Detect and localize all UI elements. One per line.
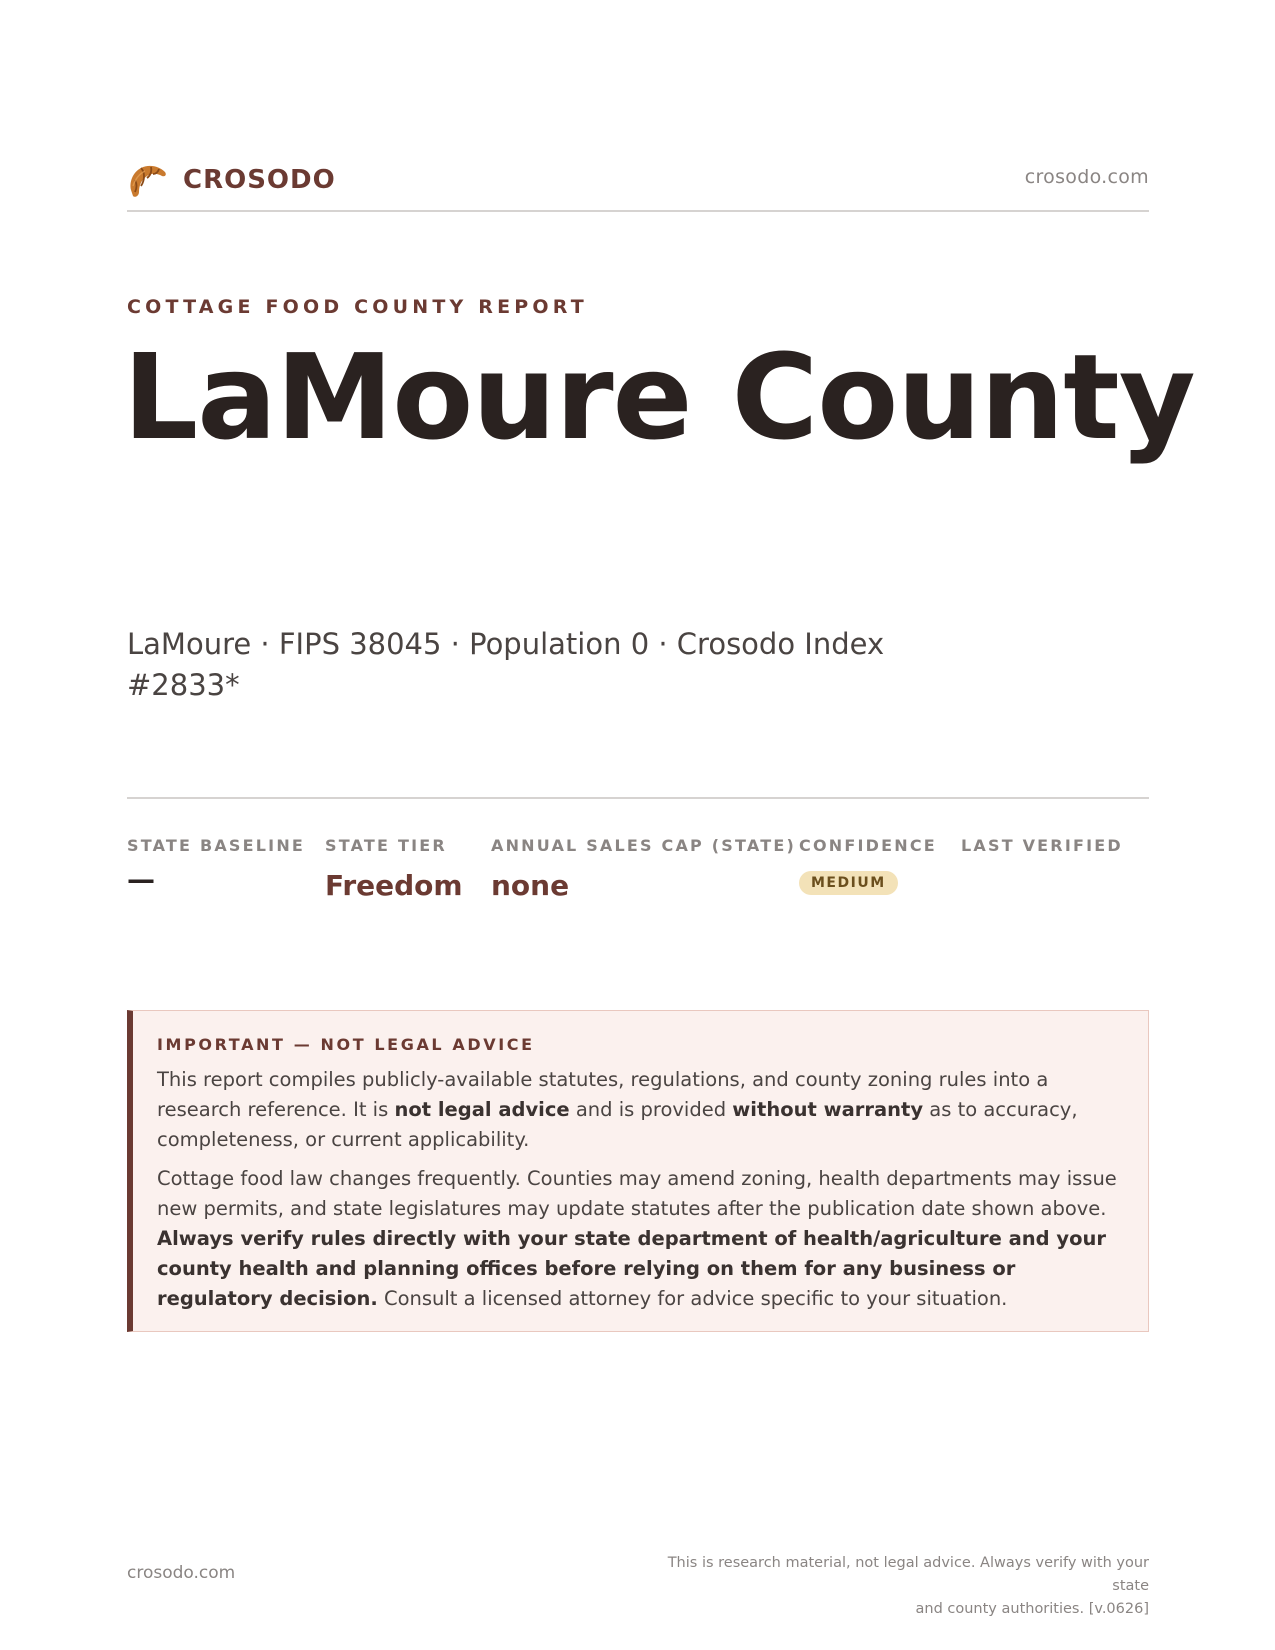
legal-notice [127,1010,1149,1332]
brand-name: CROSODO [183,165,336,195]
report-subtitle: LaMoure · FIPS 38045 · Population 0 · Crosodo Index #2833* [127,627,885,702]
notice-paragraph [157,1065,1127,1155]
notice-text: and is provided [569,1098,733,1121]
stat-label: LAST VERIFIED [961,836,1123,855]
stat-label: STATE BASELINE [127,836,306,855]
stat-label: CONFIDENCE [799,836,937,855]
divider [127,797,1149,799]
page-title: LaMoure County [123,328,1195,466]
brand [127,160,336,200]
header-url[interactable]: crosodo.com [1024,166,1149,188]
notice-text: Cottage food law changes frequently. Counties may amend zoning, health departments may issue new permits, and state legislatures may update statutes after the publication date shown above. [157,1167,1117,1220]
notice-text: This report compiles publicly-available statutes, regulations, and county zoning rules into a research reference. It is [157,1068,1049,1121]
stat-last-verified [961,836,1123,869]
stat-value: — [127,863,155,896]
stat-label: STATE TIER [325,836,447,855]
stat-label: ANNUAL SALES CAP (STATE) [491,836,796,855]
stat-value: Freedom [325,869,463,902]
report-page [123,0,1195,1650]
stat-confidence [799,836,937,895]
stat-state-baseline [127,836,305,896]
footer-disclaimer-line: This is research material, not legal advice. Always verify with your state [667,1555,1149,1594]
notice-paragraph [157,1164,1127,1314]
footer-disclaimer-line: and county authorities. [v.0626] [915,1601,1149,1617]
footer-disclaimer [629,1552,1149,1621]
stat-state-tier [325,836,463,902]
notice-title: IMPORTANT — NOT LEGAL ADVICE [157,1035,535,1054]
notice-emphasis: not legal advice [394,1098,570,1121]
notice-emphasis: Always verify rules directly with your state department of health/agriculture and your county health and planning offices before relying on them for any business or regulatory decision. [157,1227,1107,1310]
notice-body [157,1065,1127,1323]
notice-emphasis: without warranty [732,1098,924,1121]
page-header [127,158,1149,212]
confidence-badge: MEDIUM [799,871,898,895]
footer-url[interactable]: crosodo.com [127,1563,236,1583]
stat-value: none [491,869,570,902]
report-eyebrow: COTTAGE FOOD COUNTY REPORT [127,296,588,318]
stat-annual-sales-cap [491,836,796,902]
croissant-icon [127,160,169,200]
notice-text: as to accuracy, completeness, or current applicability. [157,1098,1078,1151]
notice-text: Consult a licensed attorney for advice specific to your situation. [377,1287,1008,1310]
